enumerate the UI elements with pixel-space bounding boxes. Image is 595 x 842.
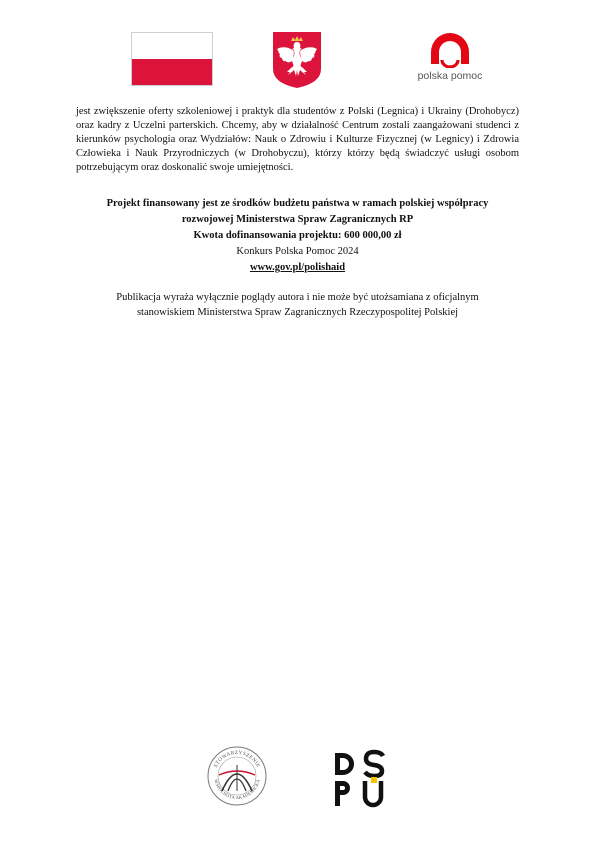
polska-pomoc-label: polska pomoc [417,70,483,82]
polishaid-link[interactable]: www.gov.pl/polishaid [249,262,346,273]
dspu-logo-icon [331,749,387,809]
polish-flag-icon [131,32,213,86]
disclaimer-line-1: Publikacja wyraża wyłącznie poglądy autora i nie może być utożsamiana z oficjalnym [116,292,479,303]
funding-statement [60,196,535,276]
footer-logos [0,740,595,820]
polish-eagle-emblem-icon [272,31,322,89]
funding-line-1: Projekt finansowany jest ze środków budżetu państwa w ramach polskiej współpracy [106,198,489,209]
polska-pomoc-logo [405,22,495,92]
funding-line-2: rozwojowej Ministerstwa Spraw Zagranicznych RP [181,214,414,225]
disclaimer-line-2: stanowiskiem Ministerstwa Spraw Zagranicznych Rzeczypospolitej Polskiej [136,307,459,318]
svg-text:WSPÓLNOTA AKADEMICKA: WSPÓLNOTA AKADEMICKA [213,778,261,801]
funding-contest: Konkurs Polska Pomoc 2024 [236,246,359,257]
svg-text:STOWARZYSZENIE: STOWARZYSZENIE [212,749,262,769]
polska-pomoc-arc-icon [427,30,473,68]
funding-amount: Kwota dofinansowania projektu: 600 000,00 zł [193,230,402,241]
disclaimer [60,290,535,320]
header-logos [0,0,595,100]
association-seal-icon [206,745,268,807]
project-description: jest zwiększenie oferty szkoleniowej i praktyk dla studentów z Polski (Legnica) i Ukrainy (Drohobycz) oraz kadry z Uczelni parterskich. Chcemy, aby w działalność Centrum zostali zaangażowani studenci z kierunków psychologia oraz Wydziałów: Nauk o Zdrowiu i Kulturze Fizycznej (w Legnicy) i Zdrowia Człowieka i Nauk Przyrodniczych (w Drohobyczu), którzy którzy będą świadczyć usługi osobom potrzebującym oraz doskonalić swoje umiejętności. [76,106,519,173]
